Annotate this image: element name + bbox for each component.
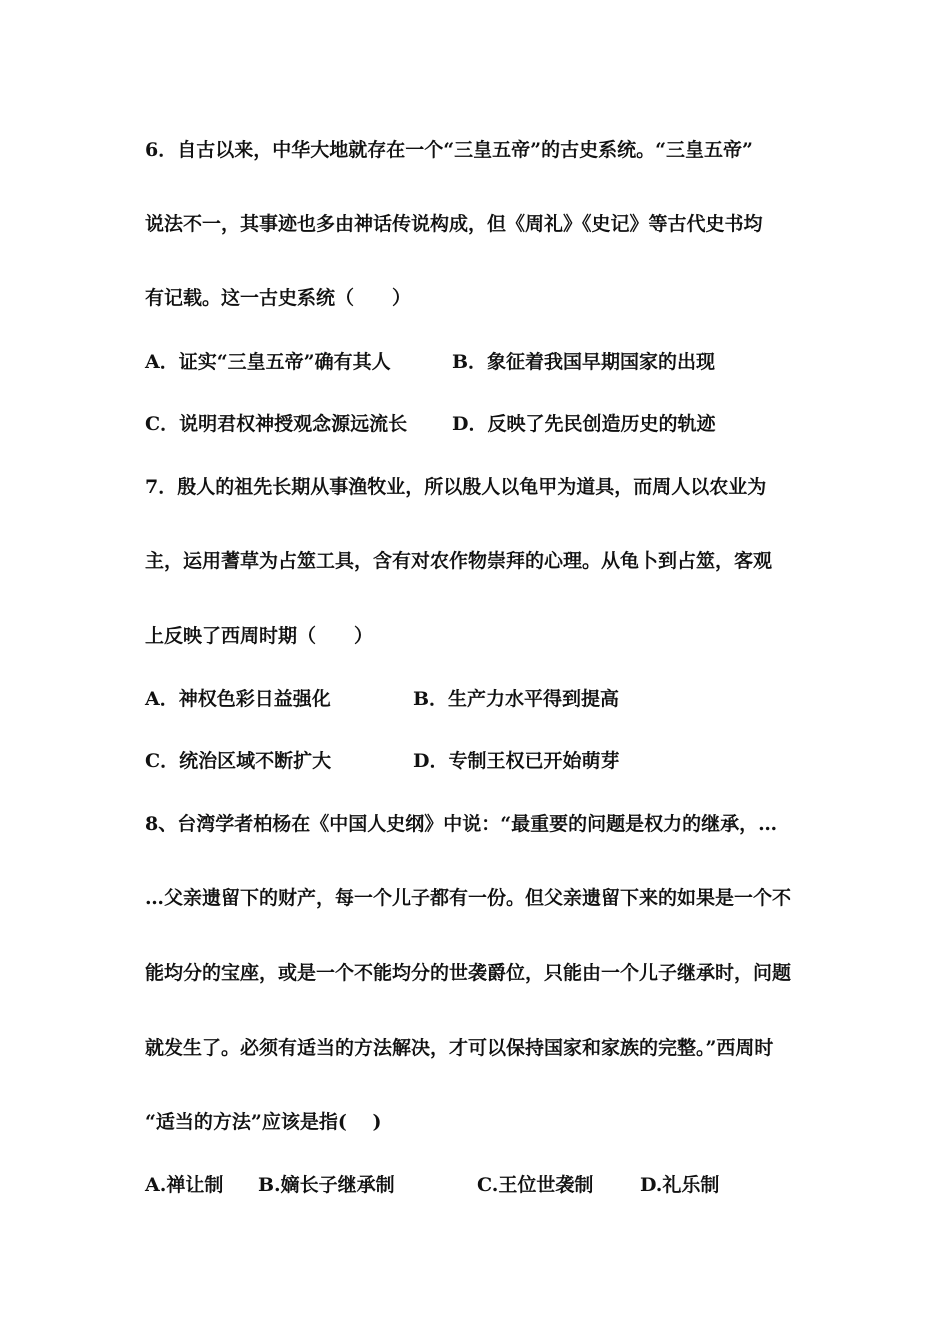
q6-stem-line-2: 说法不一，其事迹也多由神话传说构成，但《周礼》《史记》等古代史书均	[145, 213, 763, 235]
q7-option-d: D．专制王权已开始萌芽	[413, 750, 620, 772]
q8-stem-line-4: 就发生了。必须有适当的方法解决，才可以保持国家和家族的完整。”西周时	[145, 1037, 774, 1059]
q6-option-c: C．说明君权神授观念源远流长	[145, 413, 408, 435]
q7-stem-line-3: 上反映了西周时期（ ）	[145, 625, 374, 647]
q8-option-c: C.王位世袭制	[477, 1174, 594, 1196]
q8-option-b: B.嫡长子继承制	[258, 1174, 395, 1196]
q6-option-a: A．证实“三皇五帝”确有其人	[145, 351, 391, 373]
q8-stem-line-3: 能均分的宝座，或是一个不能均分的世袭爵位，只能由一个儿子继承时，问题	[145, 962, 792, 984]
q7-option-b: B．生产力水平得到提高	[413, 688, 620, 710]
q8-option-d: D.礼乐制	[640, 1174, 720, 1196]
q8-stem-line-1: 8、台湾学者柏杨在《中国人史纲》中说：“最重要的问题是权力的继承，…	[145, 813, 778, 835]
q7-option-c: C．统治区域不断扩大	[145, 750, 332, 772]
q6-stem-line-3: 有记载。这一古史系统（ ）	[145, 287, 412, 309]
q8-option-a: A.禅让制	[145, 1174, 224, 1196]
q6-stem-line-1: 6．自古以来，中华大地就存在一个“三皇五帝”的古史系统。“三皇五帝”	[145, 139, 753, 161]
q7-stem-line-1: 7．殷人的祖先长期从事渔牧业，所以殷人以龟甲为道具，而周人以农业为	[145, 476, 767, 498]
q7-stem-line-2: 主，运用蓍草为占筮工具，含有对农作物崇拜的心理。从龟卜到占筮，客观	[145, 550, 773, 572]
q8-stem-line-5: “适当的方法”应该是指( )	[145, 1111, 382, 1133]
q7-option-a: A．神权色彩日益强化	[145, 688, 331, 710]
q6-option-d: D．反映了先民创造历史的轨迹	[452, 413, 716, 435]
q8-stem-line-2: …父亲遗留下的财产，每一个儿子都有一份。但父亲遗留下来的如果是一个不	[145, 887, 792, 909]
q6-option-b: B．象征着我国早期国家的出现	[452, 351, 716, 373]
